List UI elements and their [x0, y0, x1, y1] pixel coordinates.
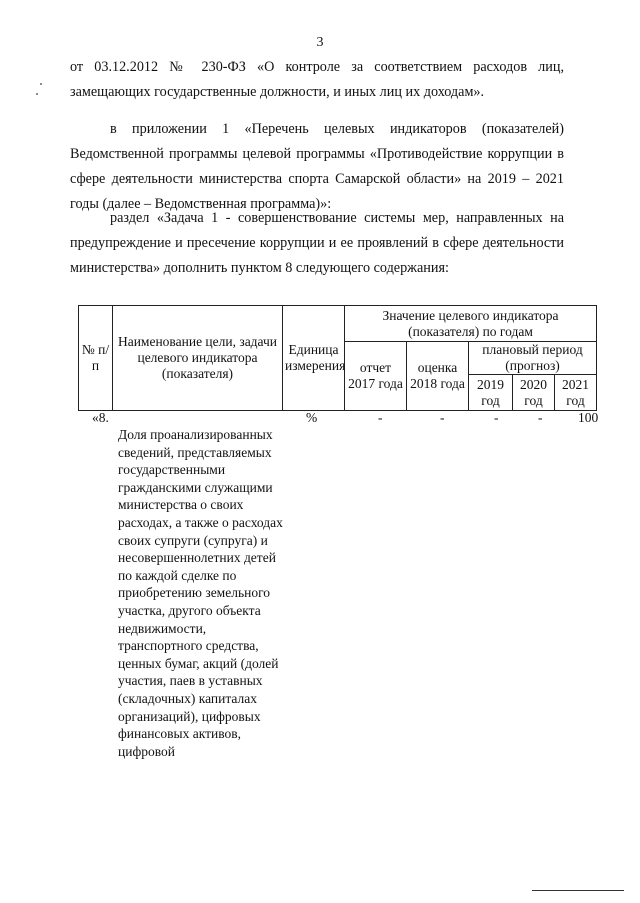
header-year-2019: 2019 год — [469, 375, 513, 411]
header-name: Наименование цели, задачи целевого индикатора (показателя) — [113, 306, 283, 411]
row-estimate-2018: - — [440, 410, 445, 425]
indicator-table — [78, 305, 597, 411]
header-plan-period: плановый период (прогноз) — [469, 342, 597, 375]
header-estimate-2018: оценка 2018 года — [407, 342, 469, 411]
scan-speck — [36, 93, 38, 95]
header-year-2021: 2021 год — [555, 375, 597, 411]
header-values-group: Значение целевого индикатора (показателя) по годам — [345, 306, 597, 342]
paragraph-law-reference: от 03.12.2012 № 230-ФЗ «О контроле за соответствием расходов лиц, замещающих государственные должности, и иных лиц их доходам». — [70, 59, 564, 100]
row-value-2021: 100 — [578, 410, 599, 425]
header-num: № п/п — [79, 306, 113, 411]
header-year-2020: 2020 год — [513, 375, 555, 411]
row-value-2020: - — [538, 410, 543, 425]
row-value-2019: - — [494, 410, 499, 425]
page-number: 3 — [316, 35, 324, 50]
row-indicator-name: Доля проанализированных сведений, представляемых государственными гражданскими служащими министерства о своих расходах, а также о расходах своих супруги (супруга) и несовершеннолетних детей по каждой сделке по приобретению земельного участка, другого объекта недвижимости, транспортного средства, ценных бумаг, акций (долей участия, паев в уставных (складочных) капиталах организаций), цифровых финансовых активов, цифровой — [118, 427, 283, 759]
header-unit: Единица измерения — [283, 306, 345, 411]
scan-speck — [40, 83, 42, 85]
row-unit: % — [306, 410, 318, 425]
row-number: «8. — [92, 410, 109, 425]
paragraph-appendix: в приложении 1 «Перечень целевых индикаторов (показателей) Ведомственной программы целевой программы «Противодействие коррупции в сфере деятельности министерства спорта Самарской области» на 2019 – 2021 годы (далее – Ведомственная программа)»: — [70, 121, 564, 212]
paragraph-section: раздел «Задача 1 - совершенствование системы мер, направленных на предупреждение и пресечение коррупции и ее проявлений в сфере деятельности министерства» дополнить пунктом 8 следующего содержания: — [70, 210, 564, 276]
header-report-2017: отчет 2017 года — [345, 342, 407, 411]
signature-line — [532, 890, 624, 891]
row-report-2017: - — [378, 410, 383, 425]
